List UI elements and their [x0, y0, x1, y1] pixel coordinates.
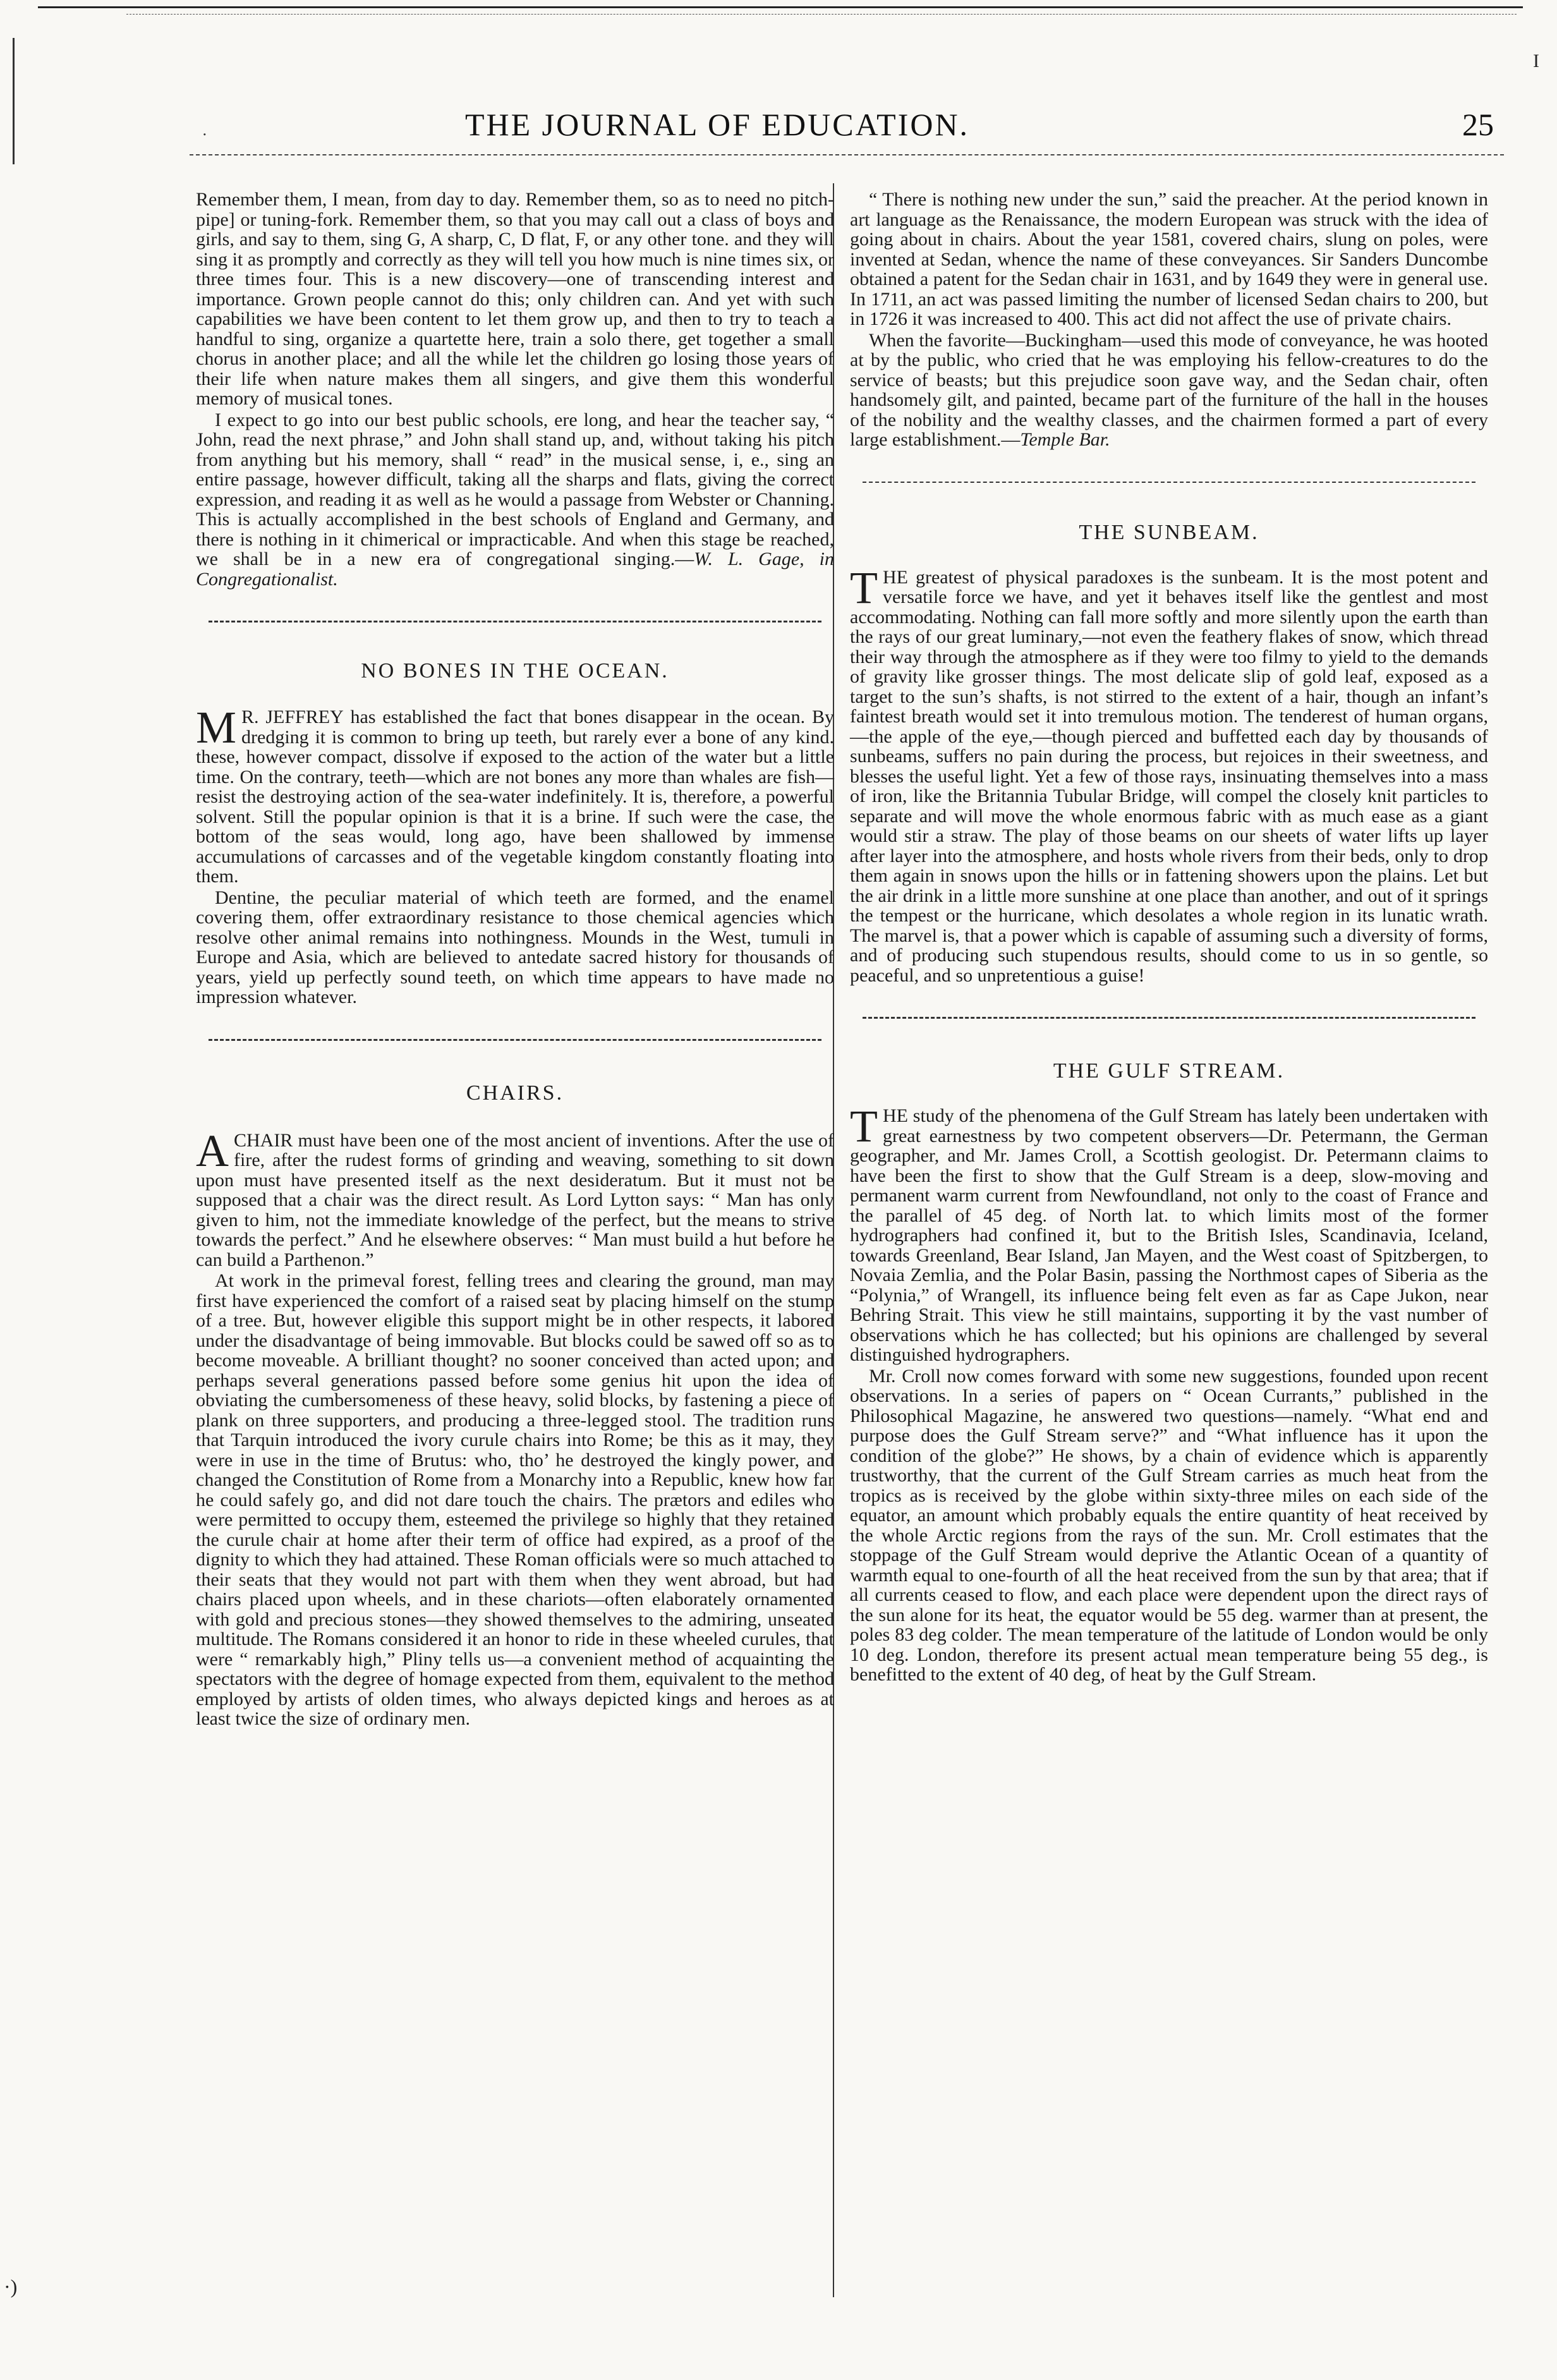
header-rule — [190, 154, 1504, 155]
sunbeam-paragraph-1-text: greatest of physical paradoxes is the sunbeam. It is the most potent and versatile force we have, and yet it behaves itself like the gentlest and most accommodating. Nothing can fall more softly and more silently upon the earth than the rays of our great luminary,—not even the feathery flakes of snow, which thread their way through the atmosphere as if they were too filmy to yield to the demands of gravity like grosser things. The most delicate slip of gold leaf, exposed as a target to the sun’s shafts, is not stirred to the extent of a hair, though an infant’s faintest breath would set it into tremulous motion. The tenderest of human organs,—the apple of the eye,—though pierced and buffetted each day by thousands of sunbeams, suffers no pain during the process, but rejoices in their sweetness, and blesses the useful light. Yet a few of those rays, insinuating themselves into a mass of iron, like the Britannia Tubular Bridge, will compel the closely knit particles to separate and will move the whole enormous fabric with as much ease as a giant would stir a straw. The play of those beams on our sheets of water lifts up layer after layer into the atmosphere, and hosts whole rivers from their beds, only to drop them again in snows upon the hills or in fattening showers upon the plains. Let but the air drink in a little more sunshine at one place than another, and out of it springs the tempest or the hurricane, which desolates a whole region in its lunatic wrath. The marvel is, that a power which is capable of assuming such a diversity of forms, and of producing such stupendous results, should come to us in so gentle, so peaceful, and so unpretentious a guise! — [850, 566, 1488, 986]
gulf-stream-paragraph-1 — [850, 1101, 1488, 1365]
sunbeam-title: THE SUNBEAM. — [1079, 520, 1259, 544]
no-bones-title: NO BONES IN THE OCEAN. — [361, 659, 669, 683]
sunbeam-dropcap: T — [850, 562, 878, 613]
top-border-rule — [38, 6, 1523, 8]
running-head: THE JOURNAL OF EDUCATION. — [464, 107, 970, 142]
top-right-mark: I — [1533, 51, 1539, 71]
chairs-paragraph-2: At work in the primeval forest, felling trees and clearing the ground, man may first have experienced the comfort of a raised seat by placing himself on the stump of a tree. But, however eligible this support might be in other respects, it labored under the disadvantage of being immovable. But blocks could be sawed off so as to become moveable. A brilliant thought? no sooner conceived than acted upon; and perhaps several generations passed before some genius hit upon the idea of obviating the cumbersomeness of these heavy, solid blocks, by fastening a piece of plank on three supporters, and producing a three-legged stool. The tradition runs that Tarquin introduced the ivory curule chairs into Rome; be this as it may, they were in use in the time of Brutus: who, tho’ he destroyed the kingly power, and changed the Constitution of Rome from a Monarchy into a Republic, knew how far he could safely go, and did not dare touch the chairs. The prætors and ediles who were permitted to occupy them, esteemed the privilege so highly that they retained the curule chair at home after their term of office had expired, as a proof of the dignity to which they had attained. These Roman officials were so much attached to their seats that they would not part with them when they went abroad, but had chairs placed upon wheels, and in these chariots—often elaborately ornamented with gold and precious stones—they showed themselves to the admiring, unseated multitude. The Romans considered it an honor to ride in these wheeled curules, that were “ remarkably high,” Pliny tells us—a convenient method of acquainting the spectators with the degree of homage expected from them, equivalent to the method employed by artists of olden times, who always depicted kings and heroes as at least twice the size of ordinary men. — [196, 1270, 834, 1729]
separator-rule — [863, 482, 1475, 483]
separator-rule — [863, 1017, 1475, 1019]
chairs-cont-signature: Temple Bar. — [1020, 429, 1110, 450]
chairs-dropcap: A — [196, 1125, 229, 1176]
gulf-stream-paragraph-1-text: study of the phenomena of the Gulf Stream has lately been undertaken with great earnestness by two competent observers—Dr. Petermann, the German geographer, and Mr. James Croll, a Scottish geologist. Dr. Petermann claims to have been the first to show that the Gulf Stream is a deep, slow-moving and permanent warm current from Newfoundland, not only to the coast of France and the parallel of 45 deg. of North lat. to which limits most of the former hydrographers had confined it, but to the British Isles, Scandinavia, Iceland, towards Greenland, Bear Island, Jan Mayen, and the West coast of Spitzbergen, to Novaia Zemlia, and the Polar Basin, passing the Northmost capes of Siberia as the “Polynia,” of Wrangell, its influence being felt even as far as Cape Jukon, near Behring Strait. This view he still maintains, supporting it by the vast number of observations which he has collected; but his opinions are challenged by several distinguished hydrographers. — [850, 1105, 1488, 1365]
right-column — [850, 190, 1488, 1686]
article-no-bones — [196, 659, 834, 1007]
no-bones-dropcap: M — [196, 702, 237, 753]
chairs-title: CHAIRS. — [466, 1081, 564, 1105]
sunbeam-lead: HE — [882, 566, 908, 588]
bottom-left-mark: ·) — [4, 2275, 18, 2298]
gulf-stream-lead: HE — [882, 1105, 908, 1126]
singing-paragraph-2-text: I expect to go into our best public schools, ere long, and hear the teacher say, “ John, read the next phrase,” and John shall stand up, and, without taking his pitch from anything but his memory, shall “ read” in the musical sense, i, e., sing an entire passage, however difficult, taking all the sharps and flats, giving the correct expression, and reading it as well as he would a passage from Webster or Channing. This is actually accomplished in the best schools of England and Germany, and there is nothing in it chimerical or impracticable. And when this stage be reached, we shall be in a new era of congregational singing.— — [196, 409, 834, 569]
page-number: 25 — [1462, 107, 1494, 142]
no-bones-paragraph-1 — [196, 702, 834, 887]
no-bones-paragraph-2: Dentine, the peculiar material of which teeth are formed, and the enamel covering them, offer extraordinary resistance to those chemical agencies which resolve other animal remains into nothingness. Mounds in the West, tumuli in Europe and Asia, which are believed to antedate sacred history for thousands of years, yield up perfectly sound teeth, on which time appears to have made no impression whatever. — [196, 887, 834, 1007]
gulf-stream-dropcap: T — [850, 1101, 878, 1151]
singing-paragraph-2 — [196, 410, 834, 590]
separator-rule — [209, 1039, 821, 1041]
chairs-cont-paragraph-2 — [850, 331, 1488, 450]
article-gulf-stream — [850, 1059, 1488, 1685]
singing-paragraph-1: Remember them, I mean, from day to day. Remember them, so as to need no pitch-pipe] or tuning-fork. Remember them, so that you may call out a class of boys and girls, and say to them, sing G, A sharp, C, D flat, F, or any other tone. and they will sing it as promptly and correctly as they will tell you how much is nine times six, or three times four. This is a new discovery—one of transcending interest and importance. Grown people cannot do this; only children can. And yet with such capabilities we have been content to let them grow up, and then to try to teach a handful to sing, organize a quartette here, train a solo there, get together a small chorus in another place; and all the while let the children go losing those years of their life when nature makes them all singers, and give them this wonderful memory of musical tones. — [196, 189, 834, 409]
separator-rule — [209, 621, 821, 622]
chairs-cont-paragraph-2-text: When the favorite—Buckingham—used this mode of conveyance, he was hooted at by the public, who cried that he was employing his fellow-creatures to do the service of beasts; but this prejudice soon gave way, and the Sedan chair, often handsomely gilt, and painted, became part of the furniture of the hall in the houses of the nobility and the wealthy classes, and the chairmen formed a part of every large establishment.— — [850, 329, 1488, 450]
no-bones-lead: R. JEFFREY — [241, 707, 344, 727]
no-bones-paragraph-1-text: has established the fact that bones disappear in the ocean. By dredging it is common to bring up teeth, but rarely ever a bone of any kind. these, however compact, dissolve if exposed to the action of the water but a little time. On the contrary, teeth—which are not bones any more than whales are fish—resist the destroying action of the sea-water indefinitely. It is, therefore, a powerful solvent. Still the popular opinion is that it is a brine. If such were the case, the bottom of the seas would, long ago, have been shallowed by immense accumulations of carcasses and of the vegetable kingdom constantly floating into them. — [196, 707, 834, 887]
gulf-stream-paragraph-2: Mr. Croll now comes forward with some new suggestions, founded upon recent observations. In a series of papers on “ Ocean Currants,” published in the Philosophical Magazine, he answered two questions—namely. “What end and purpose does the Gulf Stream serve?” and “What influence has it upon the condition of the globe?” He shows, by a chain of evidence which is apparently trustworthy, that the current of the Gulf Stream carries as much heat from the tropics as is received by the globe within sixty-three miles on each side of the equator, an amount which probably equals the entire quantity of heat received by the whole Arctic regions from the rays of the sun. Mr. Croll estimates that the stoppage of the Gulf Stream would deprive the Atlantic Ocean of a quantity of warmth equal to one-fourth of all the heat received from the sun by that area; that if all currents ceased to flow, and each place were dependent upon the direct rays of the sun alone for its heat, the equator would be 55 deg. warmer than at present, the poles 83 deg colder. The mean temperature of the latitude of London would be only 10 deg. London, therefore its present actual mean temperature being 55 deg., is benefitted to the extent of 40 deg, of heat by the Gulf Stream. — [850, 1365, 1488, 1685]
article-chairs — [196, 1081, 834, 1729]
chairs-cont-paragraph-1: “ There is nothing new under the sun,” said the preacher. At the period known in art language as the Renaissance, the modern European was struck with the idea of going about in chairs. About the year 1581, covered chairs, slung on poles, were invented at Sedan, whence the name of these conveyances. Sir Sanders Duncombe obtained a patent for the Sedan chair in 1631, and by 1649 they were in general use. In 1711, an act was passed limiting the number of licensed Sedan chairs to 200, but in 1726 it was increased to 400. This act did not affect the use of private chairs. — [850, 189, 1488, 329]
top-border-rule-dashed — [126, 14, 1517, 15]
sunbeam-paragraph-1 — [850, 562, 1488, 986]
article-sunbeam — [850, 521, 1488, 986]
chairs-paragraph-1 — [196, 1125, 834, 1270]
chairs-paragraph-1-text: must have been one of the most ancient of inventions. After the use of fire, after the rudest forms of grinding and weaving, something to sit down upon must have presented itself as the next desideratum. But it must not be supposed that a chair was the direct result. As Lord Lytton says: “ Man has only given to him, not the immediate knowledge of the perfect, but the means to strive towards the perfect.” And he elsewhere observes: “ Man must build a hut before he can build a Parthenon.” — [196, 1129, 834, 1270]
gulf-stream-title: THE GULF STREAM. — [1053, 1059, 1285, 1083]
chairs-lead: CHAIR — [234, 1129, 293, 1151]
article-singing — [196, 190, 834, 589]
singing-signature: W. L. Gage, in Congregationalist. — [196, 549, 834, 590]
left-column — [196, 190, 834, 1730]
article-chairs-continued — [850, 190, 1488, 450]
left-edge-mark — [13, 38, 52, 164]
header-dot: . — [202, 121, 207, 139]
